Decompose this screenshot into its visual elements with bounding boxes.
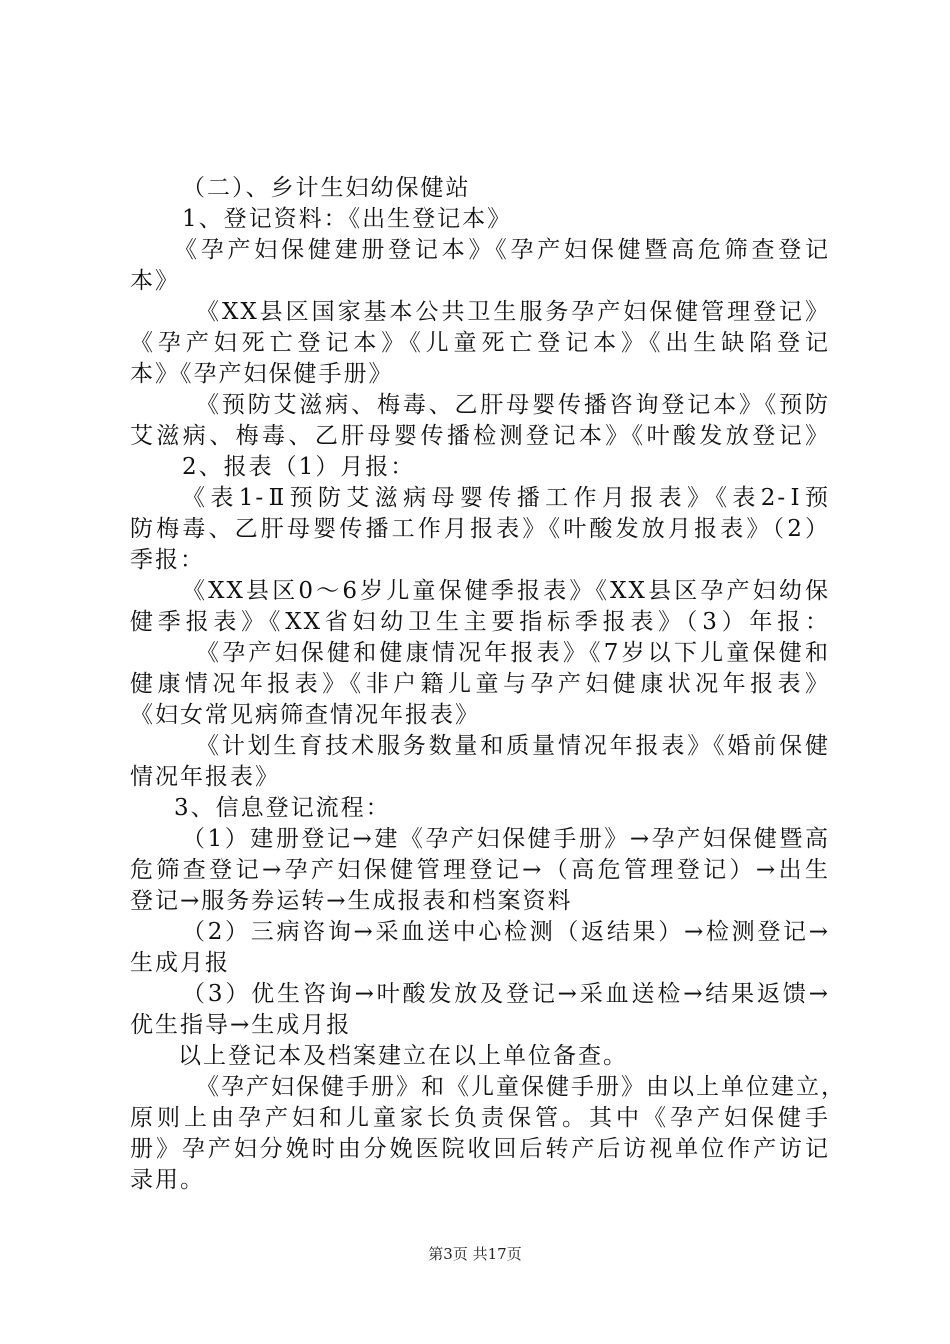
text-line: 《妇女常见病筛查情况年报表》 [130, 702, 480, 728]
text-line: 以上登记本及档案建立在以上单位备查。 [178, 1043, 628, 1069]
text-line: 艾滋病、梅毒、乙肝母婴传播检测登记本》《叶酸发放登记》 [130, 423, 830, 449]
text-line: 《计划生育技术服务数量和质量情况年报表》《婚前保健 [196, 733, 830, 759]
text-line: 危筛查登记→孕产妇保健管理登记→（高危管理登记）→出生 [130, 857, 830, 883]
text-line: 健康情况年报表》《非户籍儿童与孕产妇健康状况年报表》 [130, 671, 830, 697]
text-line: 优生指导→生成月报 [130, 1012, 352, 1038]
text-line: （3）优生咨询→叶酸发放及登记→采血送检→结果返馈→ [182, 981, 830, 1007]
text-line: 生成月报 [130, 950, 230, 976]
text-line: 《孕产妇死亡登记本》《儿童死亡登记本》《出生缺陷登记 [130, 330, 830, 356]
text-line: 原则上由孕产妇和儿童家长负责保管。其中《孕产妇保健手 [130, 1105, 830, 1131]
text-line: （1）建册登记→建《孕产妇保健手册》→孕产妇保健暨高 [182, 826, 830, 852]
text-line: 《孕产妇保健手册》和《儿童保健手册》由以上单位建立， [196, 1074, 846, 1100]
text-line: 情况年报表》 [130, 764, 280, 790]
body-text [130, 173, 846, 1196]
text-line: 健季报表》《XX省妇幼卫生主要指标季报表》（3）年报： [130, 609, 830, 635]
text-line: 季报： [130, 547, 205, 573]
text-line: 《表1-Ⅱ预防艾滋病母婴传播工作月报表》《表2-Ⅰ预 [182, 485, 830, 511]
page-footer: 第3页 共17页 [428, 1245, 522, 1263]
text-line: 防梅毒、乙肝母婴传播工作月报表》《叶酸发放月报表》（2） [130, 516, 830, 542]
text-line: 《孕产妇保健和健康情况年报表》《7岁以下儿童保健和 [196, 640, 830, 666]
text-line: 登记→服务券运转→生成报表和档案资料 [130, 888, 573, 914]
text-line: 录用。 [130, 1167, 205, 1193]
text-line: 《XX县区国家基本公共卫生服务孕产妇保健管理登记》 [196, 299, 830, 325]
text-line: 《XX县区0～6岁儿童保健季报表》《XX县区孕产妇幼保 [182, 578, 830, 604]
section-heading: 3、信息登记流程： [174, 795, 391, 821]
section-heading: （二）、乡计生妇幼保健站 [182, 175, 471, 201]
text-line: 1、登记资料：《出生登记本》 [182, 206, 513, 232]
text-line: 本》 [130, 268, 180, 294]
text-line: 册》孕产妇分娩时由分娩医院收回后转产后访视单位作产访记 [130, 1136, 830, 1162]
text-line: 本》《孕产妇保健手册》 [130, 361, 394, 387]
text-line: （2）三病咨询→采血送中心检测（返结果）→检测登记→ [182, 919, 830, 945]
text-line: 2、报表（1）月报： [182, 454, 416, 480]
text-line: 《预防艾滋病、梅毒、乙肝母婴传播咨询登记本》《预防 [196, 392, 830, 418]
text-line: 《孕产妇保健建册登记本》《孕产妇保健暨高危筛查登记 [174, 237, 830, 263]
